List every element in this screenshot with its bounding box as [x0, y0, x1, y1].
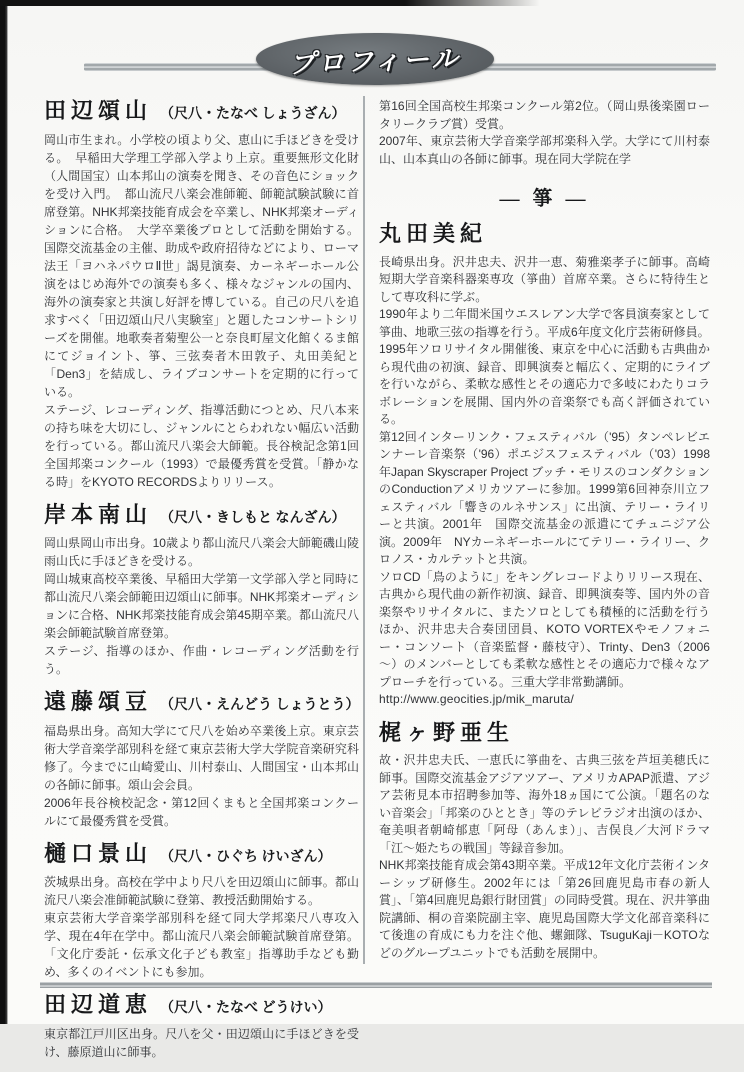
bio-paragraph: 1990年より二年間米国ウエスレアン大学で客員演奏家として箏曲、地歌三弦の指導を行う。平成6年度文化庁芸術研修員。 — [379, 307, 710, 339]
bio-paragraph: 2007年、東京芸術大学音楽学部邦楽科入学。大学にて川村泰山、山本真山の各師に師事。現在同大学院在学 — [379, 134, 710, 166]
bio-paragraph: 岡山県岡山市出身。10歳より都山流尺八楽会大師範磯山陵雨山氏に手ほどきを受ける。 — [44, 536, 359, 569]
bio-paragraph: 茨城県出身。高校在学中より尺八を田辺頌山に師事。都山流尺八楽会准師範試験に登第、教授活動開始する。 — [44, 875, 359, 908]
profile-header-label: プロフィール — [288, 43, 462, 79]
bio-paragraph: 岡山城東高校卒業後、早稲田大学第一文学部入学と同時に都山流尺八楽会師範田辺頌山に師事。NHK邦楽オーディションに合格、NHK邦楽技能育成会第45期卒業。都山流尺八楽会師範試験首席登第。 — [44, 572, 359, 641]
profile-name-reading: （尺八・たなべ どうけい） — [160, 1001, 332, 1017]
bio-paragraph: 東京芸術大学音楽学部別科を経て同大学邦楽尺八専攻入学、現在4年在学中。都山流尺八楽会師範試験首席登第。「文化庁委託・伝承文化子ども教室」指導助手なども勤め、多くのイベントにも参加。 — [44, 911, 359, 980]
profile-name-heading — [379, 221, 710, 249]
profile-name: 丸田美紀 — [379, 221, 488, 246]
continued-bio-text — [379, 98, 710, 168]
profile-name: 岸本南山 — [44, 501, 153, 527]
profile-kishimoto-nanzan — [44, 502, 359, 679]
bio-paragraph: 第12回インターリンク・フェスティバル（'95）タンペレビエンナーレ音楽祭（'96）ポエジスフェスティバル（'03）1998年Japan Skyscraper Project ブッチ・モリスのコンダクションのConductionアメリカツアーに参加。1999第6回神奈川立フェスティバル「響きのルネサンス」に出演、テリー・ライリーと共演。2001年 国際交流基金の派遣にてチュニジア公演。2009年 NYカーネギーホールにてテリー・ライリー、クロノス・カルテットと共演。 — [379, 429, 710, 567]
bio-paragraph: 東京都江戸川区出身。尺八を父・田辺頌山に手ほどきを受け、藤原道山に師事。 — [44, 1026, 359, 1059]
profile-name-heading — [44, 841, 359, 869]
bio-paragraph: ソロCD「鳥のように」をキングレコードよりリリース現在、古典から現代曲の新作初演、録音、即興演奏等、国内外の音楽祭やリサイタルに、またソロとしても積極的に活動を行うほか、沢井忠夫合奏団団員、KOTO VORTEXやモノフォニー・コンソート（音楽監督・藤枝守）、Trinty、Den3（2006～）のメンバーとしても柔軟な感性とその適応力で様々なアプローチを行っている。三重大学非常勤講師。 — [379, 569, 710, 689]
right-column — [379, 98, 710, 973]
bio-paragraph: 長崎県出身。沢井忠夫、沢井一恵、菊雅楽孝子に師事。高崎短期大学音楽科器楽専攻（箏曲）首席卒業。さらに特待生として専攻科に学ぶ。 — [379, 254, 710, 304]
profile-name: 梶ヶ野亜生 — [379, 719, 515, 745]
profile-name: 田辺道恵 — [44, 992, 153, 1018]
profile-header-badge — [256, 33, 494, 85]
bio-paragraph: 第16回全国高校生邦楽コンクール第2位。（岡山県後楽園ロータリークラブ賞）受賞。 — [379, 99, 710, 131]
profile-higuchi-keizan — [44, 841, 359, 982]
bio-paragraph: 福島県出身。高知大学にて尺八を始め卒業後上京。東京芸術大学音楽学部別科を経て東京芸術大学大学院音楽研究科修了。今までに山崎愛山、川村泰山、人間国宝・山本邦山の各師に師事。頌山会会員。 — [44, 723, 359, 792]
profile-name: 遠藤頌豆 — [44, 689, 153, 715]
bio-paragraph: 故・沢井忠夫氏、一恵氏に箏曲を、古典三弦を芦垣美穂氏に師事。国際交流基金アジアツアー、アメリカAPAP派遣、アジア芸術見本市招聘参加等、海外18ヵ国にて公演。「題名のない音楽会」「邦楽のひととき」等のテレビラジオ出演のほか、奄美唄者朝崎郁恵「阿母（あんま）」、吉俣良／大河ドラマ「江～姫たちの戦国」等録音参加。 — [379, 753, 710, 855]
profile-name-heading — [44, 992, 359, 1020]
left-column — [44, 98, 359, 1072]
profile-name-reading: （尺八・きしもと なんざん） — [160, 510, 346, 526]
profile-name: 樋口景山 — [44, 840, 153, 866]
bio-paragraph: 2006年長谷検校記念・第12回くまもと全国邦楽コンクールにて最優秀賞を受賞。 — [44, 795, 359, 828]
bio-paragraph: ステージ、レコーディング、指導活動につとめ、尺八本来の持ち味を大切にし、ジャンルにとらわれない幅広い活動を行っている。都山流尺八楽会大師範。長谷検記念第1回全国邦楽コンクール（1993）で最優秀賞を受賞。「静かなる時」をKYOTO RECORDSよりリリース。 — [44, 402, 359, 489]
profile-name-heading — [44, 502, 359, 530]
column-divider — [363, 96, 365, 964]
profile-tanabe-dokei — [44, 992, 359, 1061]
profile-name: 田辺頌山 — [44, 98, 153, 123]
koto-section-heading: — 箏 — — [499, 188, 590, 210]
profile-name-heading — [379, 720, 710, 748]
scan-edge-top — [0, 0, 540, 6]
profile-endo-shoto — [44, 689, 359, 830]
bio-paragraph: NHK邦楽技能育成会第43期卒業。平成12年文化庁芸術インターシップ研修生。2002年には「第26回鹿児島市春の新人賞」、「第4回鹿児島銀行財団賞」の同時受賞。現在、沢井箏曲院講師、桐の音楽院副主宰、鹿児島国際大学文化部音楽科にて後進の育成にも力を注ぐ他、螺鈿隊、TsuguKaji－KOTOなどのグループユニットでも活動を展開中。 — [379, 858, 710, 960]
profile-name-heading — [44, 98, 359, 126]
profile-name-reading: （尺八・えんどう しょうとう） — [160, 698, 360, 714]
bio-paragraph: 岡山市生まれ。小学校の頃より父、恵山に手ほどきを受ける。 早稲田大学理工学部入学より上京。重要無形文化財（人間国宝）山本邦山の演奏を聞き、その音色にショックを受け入門。 都山流尺八楽会准師範、師範試験試験に首席登第。NHK邦楽技能育成会を卒業し、NHK邦楽オーディションに合格。 大学卒業後プロとして活動を開始する。国際交流基金の主催、助成や政府招待などにより、ローマ法王「ヨハネパウロⅡ世」謁見演奏、カーネギーホール公演をはじめ海外での演奏も多く、様々なジャンルの国内、海外の演奏家と共演し好評を博している。自己の尺八を追求すべく「田辺頌山尺八実験室」と題したコンサートシリーズを開催。地歌奏者菊聖公一と奈良町屋文化館くるま館にてジョイント、箏、三弦奏者木田敦子、丸田美紀と「Den3」を結成し、ライブコンサートを定期的に行っている。 — [44, 132, 359, 399]
bio-paragraph: 1995年ソロリサイタル開催後、東京を中心に活動も古典曲から現代曲の初演、録音、即興演奏と幅広く、定期的にライブを行いながら、柔軟な感性とその適応力で多岐にわたりコラボレーションを展開、国内外の音楽祭でも高く評価されている。 — [379, 342, 710, 427]
profile-name-reading: （尺八・ひぐち けいざん） — [160, 849, 332, 865]
profile-name-heading — [44, 689, 359, 717]
profile-name-reading: （尺八・たなべ しょうざん） — [160, 107, 346, 122]
profile-tanabe-shozan — [44, 98, 359, 491]
profile-maruta-miki — [379, 221, 710, 709]
website-url: http://www.geocities.jp/mik_maruta/ — [379, 692, 575, 707]
bio-paragraph: ステージ、指導のほか、作曲・レコーディング活動を行う。 — [44, 644, 359, 677]
scan-edge-left — [0, 0, 8, 1024]
profile-kajigano-ai — [379, 720, 710, 963]
